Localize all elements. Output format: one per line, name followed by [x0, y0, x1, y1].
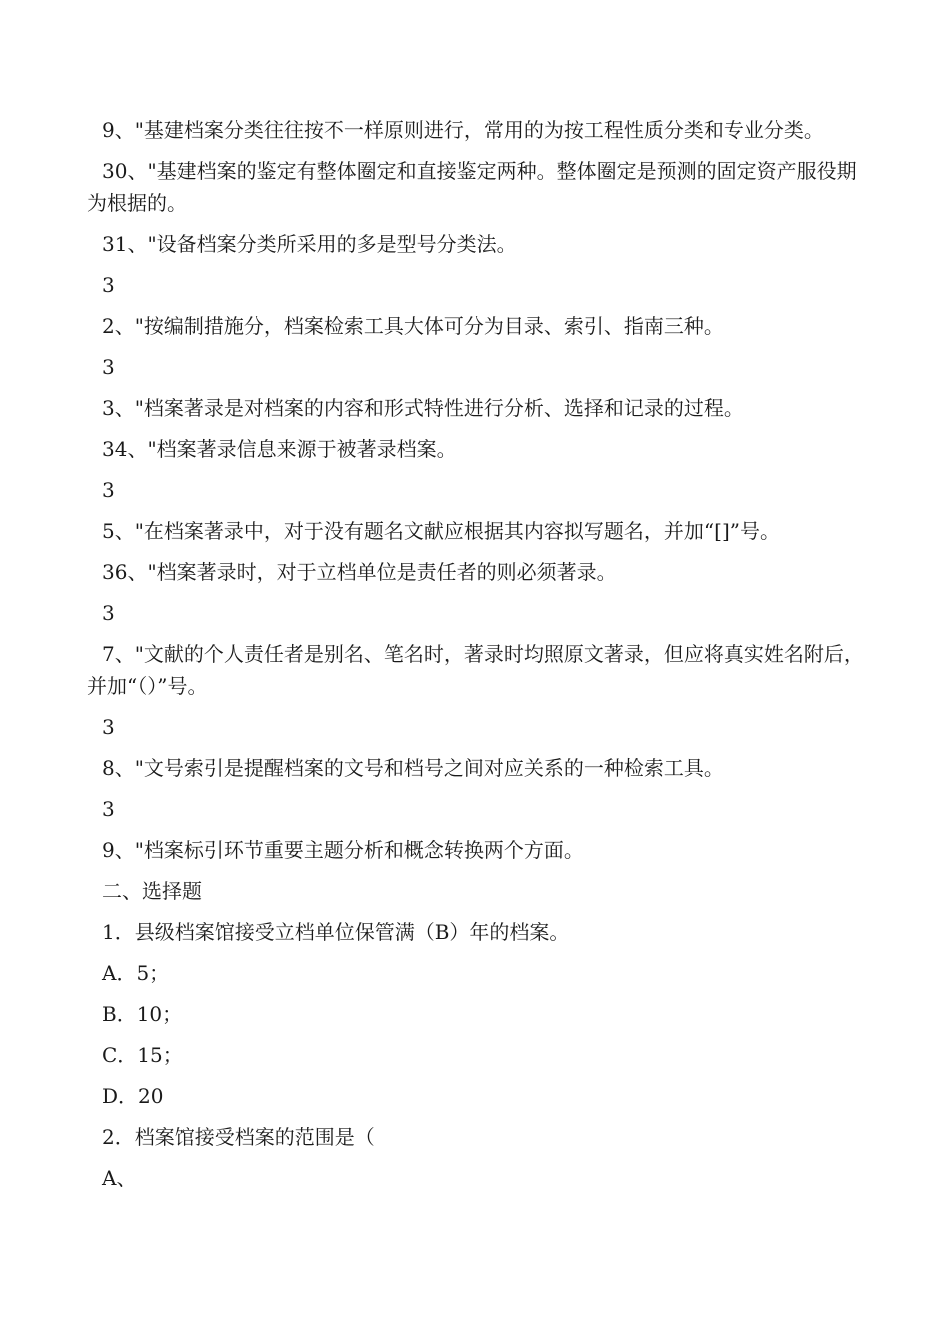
option: D．20 [102, 1084, 164, 1108]
option: B．10； [102, 1002, 183, 1026]
paragraph: 7、"文献的个人责任者是别名、笔名时，著录时均照原文著录，但应将真实姓名附后，并加“（）”号。 [87, 642, 864, 698]
paragraph: 3 [102, 478, 115, 502]
paragraph: 8、"文号索引是提醒档案的文号和档号之间对应关系的一种检索工具。 [102, 756, 724, 780]
paragraph: 3 [102, 797, 115, 821]
paragraph: 2、"按编制措施分，档案检索工具大体可分为目录、索引、指南三种。 [102, 314, 724, 338]
paragraph: 3 [102, 355, 115, 379]
paragraph: 3、"档案著录是对档案的内容和形式特性进行分析、选择和记录的过程。 [102, 396, 744, 420]
paragraph: 9、"档案标引环节重要主题分析和概念转换两个方面。 [102, 838, 584, 862]
option: C．15； [102, 1043, 183, 1067]
paragraph: 3 [102, 715, 115, 739]
paragraph: 34、"档案著录信息来源于被著录档案。 [102, 437, 457, 461]
paragraph: 3 [102, 273, 115, 297]
option: A．5； [102, 961, 170, 985]
paragraph: 5、"在档案著录中，对于没有题名文献应根据其内容拟写题名，并加“[]”号。 [102, 519, 780, 543]
paragraph: 36、"档案著录时，对于立档单位是责任者的则必须著录。 [102, 560, 617, 584]
question: 1．县级档案馆接受立档单位保管满（B）年的档案。 [102, 920, 570, 944]
section-heading: 二、选择题 [102, 879, 202, 903]
paragraph: 9、"基建档案分类往往按不一样原则进行，常用的为按工程性质分类和专业分类。 [102, 118, 824, 142]
paragraph: 3 [102, 601, 115, 625]
document-body [87, 114, 867, 1203]
question: 2．档案馆接受档案的范围是（ [102, 1125, 375, 1149]
paragraph: 31、"设备档案分类所采用的多是型号分类法。 [102, 232, 517, 256]
option: A、 [102, 1166, 137, 1190]
paragraph: 30、"基建档案的鉴定有整体圈定和直接鉴定两种。整体圈定是预测的固定资产服役期为根据的。 [87, 159, 857, 215]
